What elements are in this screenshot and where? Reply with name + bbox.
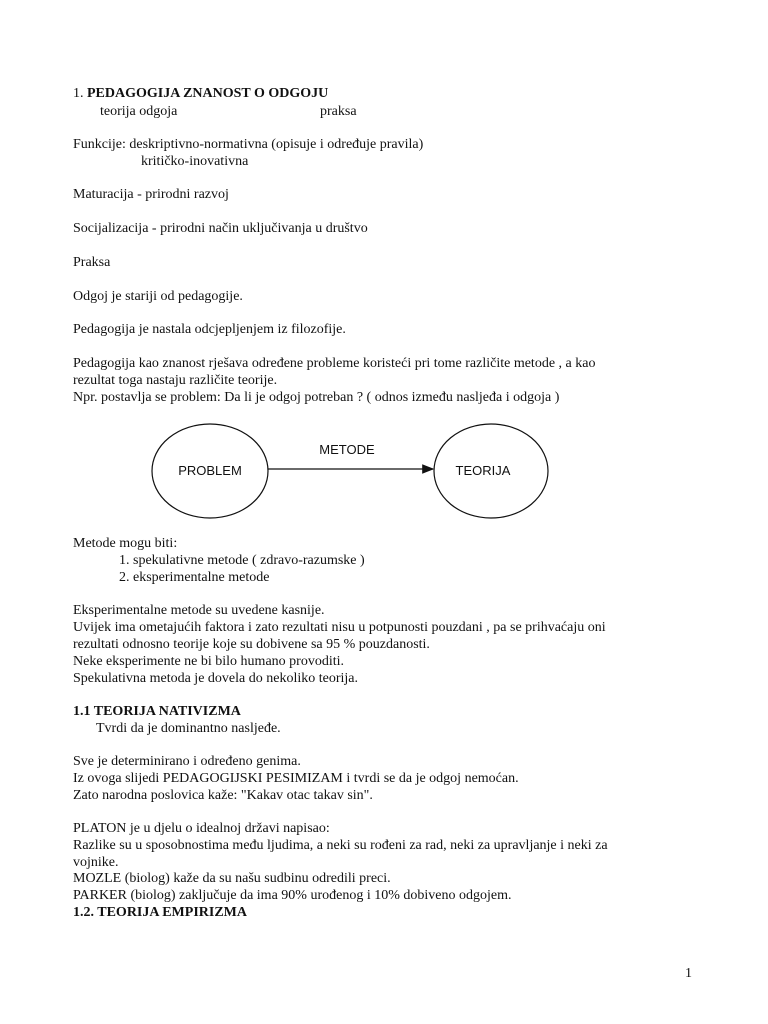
- text-line: Metode mogu biti:: [73, 536, 178, 551]
- text-line: PLATON je u djelu o idealnoj državi napisao:: [73, 821, 330, 836]
- text-line: Odgoj je stariji od pedagogije.: [73, 289, 243, 304]
- section-heading-1-2: 1.2. TEORIJA EMPIRIZMA: [73, 905, 247, 920]
- problem-method-theory-diagram: [150, 420, 550, 530]
- text-line: Uvijek ima ometajućih faktora i zato rezultati nisu u potpunosti pouzdani , pa se prihvaćaju oni: [73, 620, 606, 635]
- text-line: Tvrdi da je dominantno nasljeđe.: [96, 721, 281, 736]
- heading-number: 1.: [73, 86, 87, 101]
- text-line: kritičko-inovativna: [141, 154, 249, 169]
- text-line: Iz ovoga slijedi PEDAGOGIJSKI PESIMIZAM i tvrdi se da je odgoj nemoćan.: [73, 771, 519, 786]
- list-item: 2. eksperimentalne metode: [119, 570, 270, 585]
- heading-title: PEDAGOGIJA ZNANOST O ODGOJU: [87, 86, 329, 101]
- text-line: rezultati odnosno teorije koje su dobivene sa 95 % pouzdanosti.: [73, 637, 430, 652]
- metode-label: METODE: [319, 442, 375, 457]
- text-line: Zato narodna poslovica kaže: "Kakav otac takav sin".: [73, 788, 373, 803]
- text-line: MOZLE (biolog) kaže da su našu sudbinu odredili preci.: [73, 871, 391, 886]
- list-item: 1. spekulativne metode ( zdravo-razumske ): [119, 553, 365, 568]
- section-heading-1-1: 1.1 TEORIJA NATIVIZMA: [73, 704, 241, 719]
- text-line: Sve je determinirano i određeno genima.: [73, 754, 301, 769]
- section-heading-1: [73, 86, 328, 102]
- text-line: Razlike su u sposobnostima među ljudima, a neki su rođeni za rad, neki za upravljanje i neki za: [73, 838, 608, 853]
- text-line: vojnike.: [73, 855, 119, 870]
- page-number: 1: [685, 966, 692, 981]
- text-line: Pedagogija kao znanost rješava određene probleme koristeći pri tome različite metode , a kao: [73, 356, 596, 371]
- problem-label: PROBLEM: [178, 463, 242, 478]
- text-line: Maturacija - prirodni razvoj: [73, 187, 229, 202]
- text-line: Funkcije: deskriptivno-normativna (opisuje i određuje pravila): [73, 137, 424, 152]
- text-line: PARKER (biolog) zaključuje da ima 90% urođenog i 10% dobiveno odgojem.: [73, 888, 512, 903]
- text-line: Eksperimentalne metode su uvedene kasnije.: [73, 603, 325, 618]
- text-line: Pedagogija je nastala odcjepljenjem iz filozofije.: [73, 322, 346, 337]
- teorija-label: TEORIJA: [455, 463, 511, 478]
- text-line: rezultat toga nastaju različite teorije.: [73, 373, 278, 388]
- text-line: Spekulativna metoda je dovela do nekoliko teorija.: [73, 671, 358, 686]
- text-line: teorija odgoja: [100, 104, 178, 119]
- text-line: Npr. postavlja se problem: Da li je odgoj potreban ? ( odnos između nasljeđa i odgoja ): [73, 390, 560, 405]
- text-line: Socijalizacija - prirodni način uključivanja u društvo: [73, 221, 368, 236]
- text-line: praksa: [320, 104, 357, 119]
- text-line: Praksa: [73, 255, 111, 270]
- text-line: Neke eksperimente ne bi bilo humano provoditi.: [73, 654, 344, 669]
